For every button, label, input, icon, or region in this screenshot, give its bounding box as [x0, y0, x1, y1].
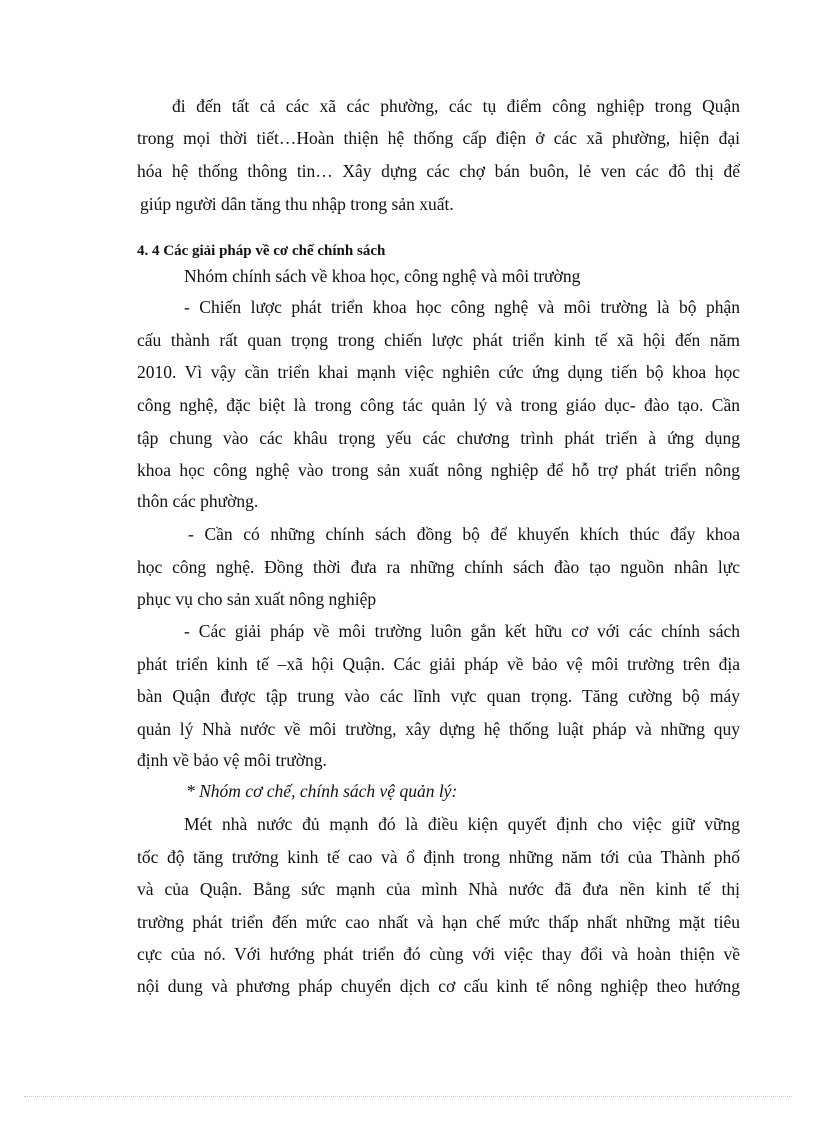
text-line: công nghệ, đặc biệt là trong công tác quản lý và trong giáo dục- đào tạo. Cần — [137, 395, 740, 415]
text-line: thôn các phường. — [137, 491, 259, 511]
text-line: hóa hệ thống thông tin… Xây dựng các chợ bán buôn, lẻ ven các đô thị để — [137, 161, 740, 181]
text-line: nội dung và phương pháp chuyển dịch cơ cấu kinh tế nông nghiệp theo hướng — [137, 976, 740, 996]
text-line: - Các giải pháp về môi trường luôn gắn kết hữu cơ với các chính sách — [184, 621, 740, 641]
text-line: cực của nó. Với hướng phát triển đó cùng với việc thay đổi và hoàn thiện về — [137, 944, 740, 964]
text-line: khoa học công nghệ vào trong sản xuất nông nghiệp để hỗ trợ phát triển nông — [137, 460, 740, 480]
text-line: tốc độ tăng trưởng kinh tế cao và ổ định trong những năm tới của Thành phố — [137, 847, 740, 867]
text-line: 2010. Vì vậy cần triển khai mạnh việc nghiên cức ứng dụng tiến bộ khoa học — [137, 362, 740, 382]
text-line: phục vụ cho sản xuất nông nghiệp — [137, 589, 377, 609]
text-line: - Chiến lược phát triển khoa học công nghệ và môi trường là bộ phận — [184, 297, 740, 317]
text-line: trường phát triển đến mức cao nhất và hạn chế mức thấp nhất những mặt tiêu — [137, 912, 740, 932]
subheading: Nhóm chính sách về khoa học, công nghệ và môi trường — [184, 266, 581, 286]
text-line: cấu thành rất quan trọng trong chiến lược phát triển kinh tế xã hội đến năm — [137, 330, 740, 350]
text-line: tập chung vào các khâu trọng yếu các chương trình phát triển à ứng dụng — [137, 428, 740, 448]
text-line: - Cần có những chính sách đồng bộ để khuyến khích thúc đẩy khoa — [188, 524, 740, 544]
text-line: Mét nhà nước đủ mạnh đó là điều kiện quyết định cho việc giữ vững — [184, 814, 740, 834]
text-line: bàn Quận được tập trung vào các lĩnh vực quan trọng. Tăng cường bộ máy — [137, 686, 740, 706]
subheading-italic: * Nhóm cơ chế, chính sách vệ quản lý: — [186, 781, 458, 801]
section-heading: 4. 4 Các giải pháp về cơ chế chính sách — [137, 243, 386, 259]
text-line: học công nghệ. Đồng thời đưa ra những chính sách đào tạo nguồn nhân lực — [137, 557, 740, 577]
text-line: phát triển kinh tế –xã hội Quận. Các giải pháp về bảo vệ môi trường trên địa — [137, 654, 740, 674]
text-line: quản lý Nhà nước về môi trường, xây dựng hệ thống luật pháp và những quy — [137, 719, 740, 739]
text-line: và của Quận. Bằng sức mạnh của mình Nhà nước đã đưa nền kinh tế thị — [137, 879, 740, 899]
text-line: trong mọi thời tiết…Hoàn thiện hệ thống cấp điện ở các xã phường, hiện đại — [137, 128, 740, 148]
text-line: đi đến tất cả các xã các phường, các tụ điểm công nghiệp trong Quận — [172, 96, 740, 116]
page-bottom-divider — [24, 1096, 792, 1097]
text-line: định về bảo vệ môi trường. — [137, 750, 327, 770]
text-line: giúp người dân tăng thu nhập trong sản xuất. — [140, 194, 454, 214]
